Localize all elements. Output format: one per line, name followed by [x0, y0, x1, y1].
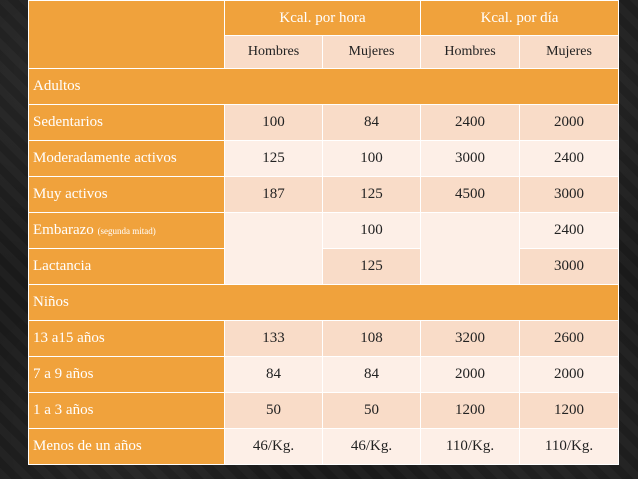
- group-label-adultos: Adultos: [29, 69, 619, 105]
- merged-empty-hombres-dia: [421, 213, 520, 285]
- cell-hombres-dia: 2400: [421, 105, 520, 141]
- table-row-1-3: [29, 393, 619, 429]
- cell-hombres-dia: 3000: [421, 141, 520, 177]
- cell-mujeres-dia: 2000: [520, 357, 619, 393]
- header-mujeres-hora: Mujeres: [323, 36, 421, 69]
- cell-mujeres-hora: 50: [323, 393, 421, 429]
- cell-hombres-hora: 50: [225, 393, 323, 429]
- cell-hombres-hora: 125: [225, 141, 323, 177]
- group-row-adultos: [29, 69, 619, 105]
- cell-hombres-hora: 133: [225, 321, 323, 357]
- header-hombres-hora: Hombres: [225, 36, 323, 69]
- row-label: [29, 213, 225, 249]
- group-row-ninos: [29, 285, 619, 321]
- cell-hombres-dia: 1200: [421, 393, 520, 429]
- cell-mujeres-hora: 100: [323, 213, 421, 249]
- cell-mujeres-hora: 108: [323, 321, 421, 357]
- cell-hombres-hora: 46/Kg.: [225, 429, 323, 465]
- row-label: Lactancia: [29, 249, 225, 285]
- cell-hombres-hora: 84: [225, 357, 323, 393]
- cell-mujeres-dia: 110/Kg.: [520, 429, 619, 465]
- cell-mujeres-hora: 84: [323, 357, 421, 393]
- table-row-sedentarios: [29, 105, 619, 141]
- header-row-top: [29, 1, 619, 36]
- cell-mujeres-hora: 46/Kg.: [323, 429, 421, 465]
- cell-mujeres-dia: 3000: [520, 249, 619, 285]
- cell-hombres-dia: 110/Kg.: [421, 429, 520, 465]
- cell-mujeres-dia: 3000: [520, 177, 619, 213]
- merged-empty-hombres-hora: [225, 213, 323, 285]
- group-label-ninos: Niños: [29, 285, 619, 321]
- cell-mujeres-dia: 1200: [520, 393, 619, 429]
- cell-mujeres-hora: 100: [323, 141, 421, 177]
- cell-mujeres-hora: 125: [323, 177, 421, 213]
- row-label: Menos de un años: [29, 429, 225, 465]
- cell-mujeres-hora: 125: [323, 249, 421, 285]
- row-label: 7 a 9 años: [29, 357, 225, 393]
- table-row-muy-activos: [29, 177, 619, 213]
- cell-hombres-hora: 187: [225, 177, 323, 213]
- table-row-7-9: [29, 357, 619, 393]
- calorie-table: [28, 0, 619, 465]
- row-label: 1 a 3 años: [29, 393, 225, 429]
- header-hombres-dia: Hombres: [421, 36, 520, 69]
- cell-hombres-dia: 2000: [421, 357, 520, 393]
- header-corner-cell: [29, 1, 225, 69]
- table-row-menos-1: [29, 429, 619, 465]
- row-label-note: (segunda mitad): [97, 226, 156, 236]
- cell-hombres-hora: 100: [225, 105, 323, 141]
- row-label-text: Embarazo: [33, 222, 94, 238]
- table-row-embarazo: [29, 213, 619, 249]
- cell-mujeres-dia: 2400: [520, 213, 619, 249]
- cell-hombres-dia: 4500: [421, 177, 520, 213]
- table-row-13-15: [29, 321, 619, 357]
- cell-mujeres-dia: 2400: [520, 141, 619, 177]
- header-mujeres-dia: Mujeres: [520, 36, 619, 69]
- row-label: Sedentarios: [29, 105, 225, 141]
- table-row-lactancia: [29, 249, 619, 285]
- header-kcal-dia: Kcal. por día: [421, 1, 619, 36]
- header-kcal-hora: Kcal. por hora: [225, 1, 421, 36]
- row-label: Muy activos: [29, 177, 225, 213]
- cell-mujeres-hora: 84: [323, 105, 421, 141]
- cell-hombres-dia: 3200: [421, 321, 520, 357]
- row-label: 13 a15 años: [29, 321, 225, 357]
- row-label: Moderadamente activos: [29, 141, 225, 177]
- cell-mujeres-dia: 2600: [520, 321, 619, 357]
- table-row-moderados: [29, 141, 619, 177]
- cell-mujeres-dia: 2000: [520, 105, 619, 141]
